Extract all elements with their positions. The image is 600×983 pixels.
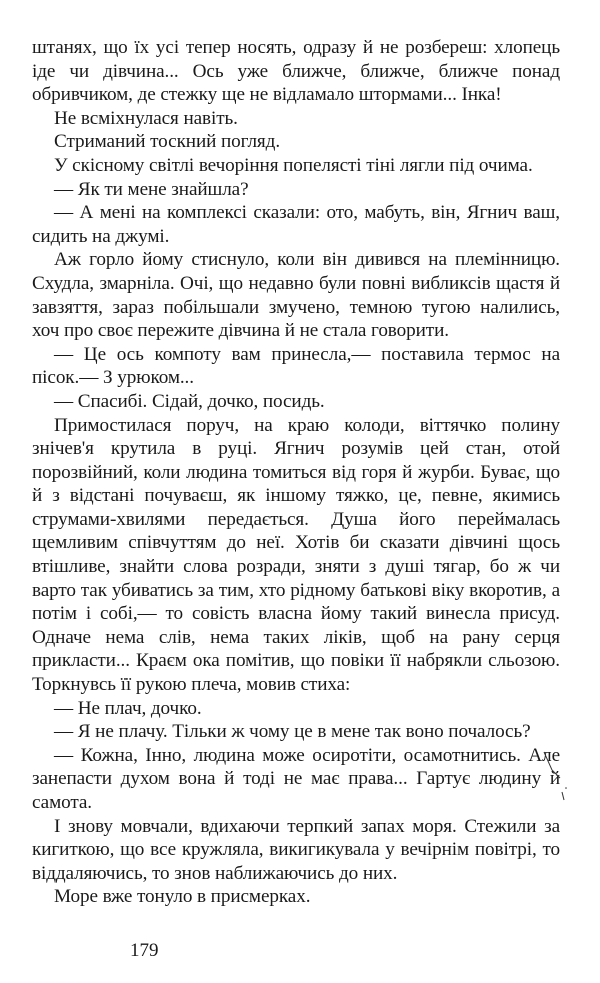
dialogue-line: — А мені на комплексі сказали: ото, мабуть, він, Ягнич ваш, сидить на джумі.: [32, 202, 560, 247]
dialogue-line: — Кожна, Інно, людина може осиротіти, осамотнитись. Але занепасти духом вона й тоді не має права... Гартує людину й самота.: [32, 744, 560, 813]
page-number-label: 179: [130, 940, 159, 961]
paragraph: Не всміхнулася навіть.: [54, 107, 238, 129]
dialogue-line: — Я не плачу. Тільки ж чому це в мене так воно почалось?: [54, 721, 531, 743]
paragraph: Аж горло йому стиснуло, коли він дивився на племінницю. Схудла, змарніла. Очі, що недавно були повні вибликсів щастя й завзяття, зараз побільшали змучено, темною тугою налились, хоч про своє пережите дівчина й не стала говорити.: [32, 249, 560, 342]
dialogue-line: — Це ось компоту вам принесла,— поставила термос на пісок.— З урюком...: [32, 343, 560, 389]
paragraph: У скісному світлі вечоріння попелясті тіні лягли під очима.: [54, 154, 533, 176]
paragraph: Море вже тонуло в присмерках.: [54, 886, 311, 908]
body-text: [32, 36, 560, 909]
paragraph-continued: штанях, що їх усі тепер носять, одразу й не розбереш: хлопець іде чи дівчина... Ось уже ближче, ближче, ближче понад обривчиком, де стежку ще не відламало штормами... Інка!: [32, 37, 560, 106]
paragraph: Стриманий тоскний погляд.: [54, 131, 281, 153]
dialogue-line: — Не плач, дочко.: [54, 697, 202, 719]
pencil-margin-mark-icon: [540, 748, 570, 808]
paragraph: І знову мовчали, вдихаючи терпкий запах моря. Стежили за кигиткою, що все кружляла, викигикувала у вечірнім повітрі, то віддаляючись, то знов наближаючись до них.: [32, 815, 560, 884]
dialogue-line: — Спасибі. Сідай, дочко, посидь.: [54, 390, 325, 412]
paragraph: Примостилася поруч, на краю колоди, віттячко полину знічев'я крутила в руці. Ягнич розумів цей стан, отой порозвійний, коли людина томиться від горя й журби. Буває, що й з відстані почуваєш, як іншому тяжко, це, певне, якимись струмами-хвилями передається. Душа його переймалась щемливим співчуттям до неї. Хотів би сказати дівчині щось втішливе, знайти слова розради, зняти з душі тягар, бо ж чи варто так убиватись за тим, хто рідному батькові віку вкоротив, а потім і собі,— то совість власна йому такий винесла присуд. Одначе нема слів, нема таких ліків, щоб на рану серця прикласти... Краєм ока помітив, що повіки її набрякли сльозою. Торкнувсь її рукою плеча, мовив стиха:: [32, 414, 560, 696]
dialogue-line: — Як ти мене знайшла?: [54, 178, 249, 200]
